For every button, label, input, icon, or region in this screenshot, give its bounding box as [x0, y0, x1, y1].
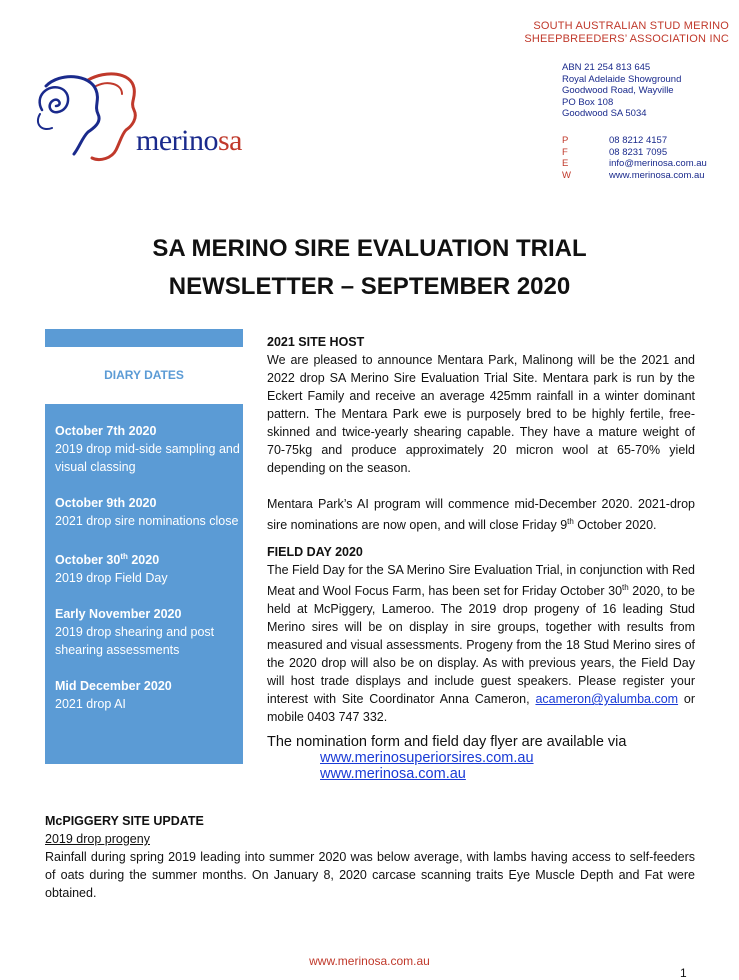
- title-line1: SA MERINO SIRE EVALUATION TRIAL: [152, 235, 587, 262]
- paragraph: [267, 561, 695, 726]
- mcpiggery-section: [45, 812, 695, 902]
- web-label: W: [562, 169, 571, 181]
- superscript: th: [622, 583, 629, 592]
- page-number: 1: [680, 966, 687, 980]
- section-heading: McPIGGERY SITE UPDATE: [45, 814, 204, 828]
- diary-item: [55, 422, 243, 476]
- diary-date: [55, 548, 243, 569]
- section-heading: FIELD DAY 2020: [267, 545, 363, 559]
- association-line2: SHEEPBREEDERS’ ASSOCIATION INC: [524, 33, 729, 45]
- paragraph-text: 2020, to be held at McPiggery, Lameroo. The 2019 drop progeny of 16 leading Stud Merino sires will be on display in sire groups, together with results from measured and visual assessments. Progeny from the 18 Stud Merino sires of the 2020 drop will also be on display. As with previous years, the Field Day will host trade displays and include guest speakers. Please register your interest with Site Coordinator Anna Cameron,: [267, 584, 695, 707]
- brand-wordmark: [136, 124, 242, 158]
- paragraph-text: Mentara Park’s AI program will commence mid-December 2020. 2021-drop sire nominations are now open, and will close Friday 9: [267, 497, 695, 533]
- diary-desc: 2019 drop shearing and post shearing assessments: [55, 625, 215, 658]
- association-name: [524, 20, 729, 46]
- address-block: [562, 62, 681, 120]
- fax-label: F: [562, 146, 568, 158]
- phone-value: 08 8212 4157: [609, 135, 668, 146]
- association-line1: SOUTH AUSTRALIAN STUD MERINO: [533, 20, 729, 32]
- superior-sires-link[interactable]: www.merinosuperiorsires.com.au: [320, 750, 534, 766]
- subheading: 2019 drop progeny: [45, 832, 150, 846]
- abn: ABN 21 254 813 645: [562, 62, 651, 73]
- brand-merino: merino: [136, 124, 218, 157]
- diary-date: Early November 2020: [55, 607, 182, 622]
- address-line: Goodwood SA 5034: [562, 108, 647, 119]
- nomination-block: [267, 734, 707, 782]
- email-value[interactable]: info@merinosa.com.au: [609, 158, 707, 169]
- address-line: Goodwood Road, Wayville: [562, 85, 674, 96]
- page-title: [0, 230, 739, 306]
- field-day-section: [267, 543, 695, 726]
- section-heading: 2021 SITE HOST: [267, 335, 365, 349]
- web-value[interactable]: www.merinosa.com.au: [609, 169, 705, 181]
- paragraph: We are pleased to announce Mentara Park, Malinong will be the 2021 and 2022 drop SA Merino Sire Evaluation Trial Site. Mentara park is run by the Eckert Family and receive an average 425mm rainfall in a winter dominant pattern. The Mentara Park ewe is purposely bred to be highly fertile, free-skinned and twice-yearly shearing capable. They have a mature weight of 70-75kg and produce approximately 20 micron wool at 65-70% yield depending on the season.: [267, 353, 695, 475]
- sidebar-top-bar: [45, 329, 243, 347]
- diary-desc: 2019 drop mid-side sampling and visual classing: [55, 442, 240, 474]
- diary-desc: 2019 drop Field Day: [55, 571, 168, 586]
- footer-url[interactable]: www.merinosa.com.au: [309, 954, 430, 968]
- diary-date: Mid December 2020: [55, 679, 172, 694]
- diary-desc: 2021 drop AI: [55, 697, 126, 712]
- brand-sa: sa: [217, 124, 242, 157]
- paragraph-text: The Field Day for the SA Merino Sire Evaluation Trial, in conjunction with Red Meat and Wool Focus Farm, has been set for Friday October 30: [267, 563, 695, 599]
- email-link[interactable]: acameron@yalumba.com: [535, 692, 679, 707]
- diary-date: October 9th 2020: [55, 496, 157, 510]
- address-line: PO Box 108: [562, 96, 614, 108]
- phone-label: P: [562, 135, 569, 146]
- diary-date-year: 2020: [127, 553, 160, 568]
- site-host-section: [267, 333, 695, 534]
- address-line: Royal Adelaide Showground: [562, 73, 682, 85]
- paragraph: [267, 495, 695, 534]
- diary-item: [55, 548, 243, 587]
- superscript: th: [567, 517, 574, 526]
- nomination-text: The nomination form and field day flyer are available via: [267, 734, 627, 750]
- diary-item: [55, 677, 243, 713]
- fax-value: 08 8231 7095: [609, 146, 668, 158]
- contact-block: [562, 135, 707, 181]
- diary-item: [55, 494, 243, 530]
- email-label: E: [562, 158, 569, 169]
- diary-desc: 2021 drop sire nominations close: [55, 514, 239, 528]
- diary-date-suffix: th: [120, 552, 128, 561]
- paragraph-text: October 2020.: [573, 518, 657, 533]
- title-line2: NEWSLETTER – SEPTEMBER 2020: [168, 273, 571, 300]
- diary-date-main: October 30: [55, 553, 121, 568]
- paragraph-text: or mobile 0403 747 332.: [267, 692, 696, 725]
- diary-dates-heading: DIARY DATES: [104, 368, 184, 382]
- diary-item: [55, 605, 243, 659]
- diary-dates-box: [45, 404, 243, 764]
- paragraph: Rainfall during spring 2019 leading into summer 2020 was below average, with lambs having access to self-feeders of oats during the summer months. On January 8, 2020 carcase scanning traits Eye Muscle Depth and Fat were obtained.: [45, 850, 695, 900]
- diary-date: October 7th 2020: [55, 424, 157, 438]
- merinosa-link[interactable]: www.merinosa.com.au: [320, 766, 466, 782]
